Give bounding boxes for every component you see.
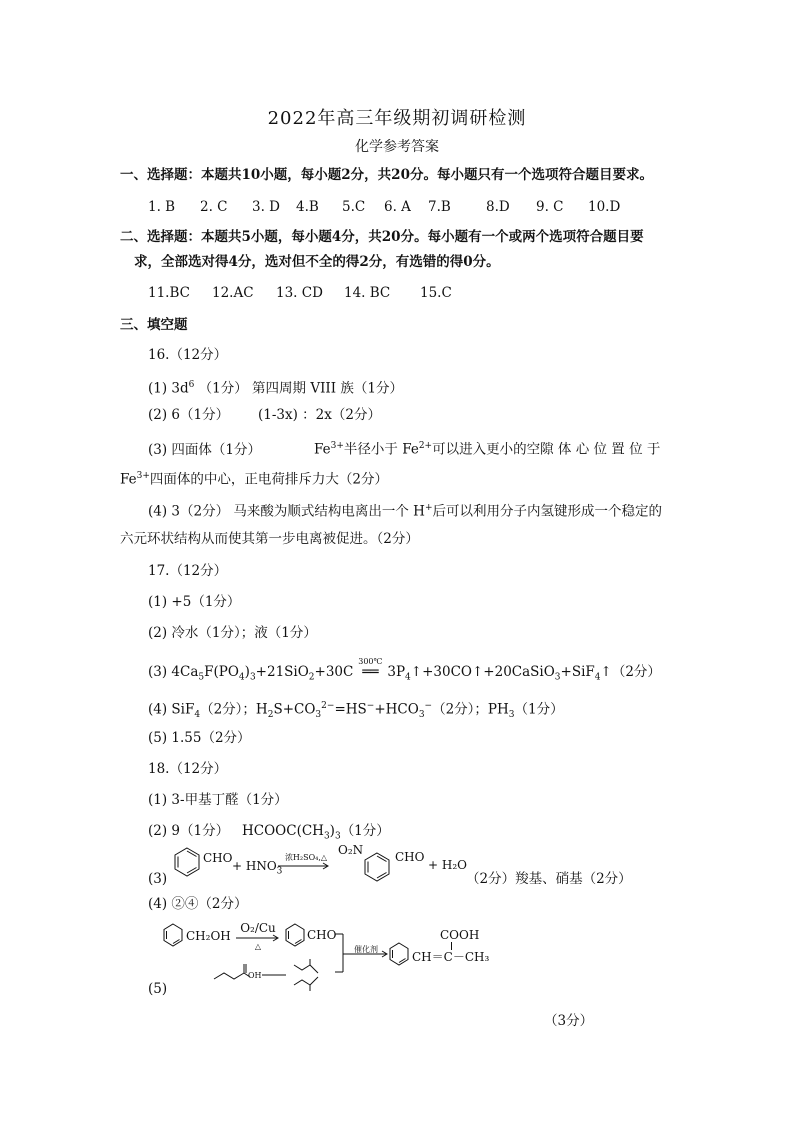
reaction-condition: 300℃ — [358, 657, 383, 666]
q17-part5: (5) 1.55（2分） — [148, 730, 251, 746]
q18-header: 18.（12分） — [148, 761, 228, 777]
section2-heading-line2: 求，全部选对得4分，选对但不全的得2分，有选错的得0分。 — [134, 254, 500, 270]
q18-p5-ch2oh: CH₂OH — [186, 929, 231, 943]
reaction-arrow-icon — [278, 862, 332, 870]
answer-11: 11.BC — [148, 285, 190, 301]
q18-p3-no2: O₂N — [338, 843, 364, 857]
q18-p3-water: + H₂O — [428, 858, 467, 872]
answer-12: 12.AC — [212, 285, 254, 301]
section1-answers — [148, 198, 628, 216]
answer-14: 14. BC — [344, 285, 391, 301]
q18-p5-condition1: O₂/Cu — [240, 921, 276, 935]
section1-heading: 一、选择题：本题共10小题，每小题2分，共20分。每小题只有一个选项符合题目要求。 — [120, 167, 653, 183]
benzaldehyde-ring-icon — [282, 922, 308, 948]
answer-2: 2. C — [200, 199, 228, 215]
section3-heading: 三、填空题 — [120, 317, 188, 333]
q18-p5-cooh: COOH — [440, 928, 480, 942]
section2-heading-line1: 二、选择题：本题共5小题，每小题4分，共20分。每小题有一个或两个选项符合题目要 — [120, 229, 644, 245]
q18-p5-product: CH＝C－CH₃ — [412, 950, 490, 964]
q16-part3-line2: $Fe^{3+}$四面体的中心，正电荷排斥力大（2分） — [120, 471, 388, 488]
q18-part4: (4) ②④（2分） — [148, 896, 248, 912]
q18-part1: (1) 3-甲基丁醛（1分） — [148, 792, 288, 808]
answer-3: 3. D — [252, 199, 280, 215]
q16-part3-line1: (3) 四面体（1分） $Fe^{3+}$半径小于 $Fe^{2+}$可以进入更小的空隙 体 心 位 置 位 于 — [148, 441, 661, 458]
q18-part3-label: (3) — [148, 871, 168, 887]
answer-13: 13. CD — [276, 285, 323, 301]
answer-4: 4.B — [296, 199, 319, 215]
answer-8: 8.D — [486, 199, 510, 215]
section2-answers — [148, 284, 460, 302]
route-arrow-1-icon — [236, 934, 282, 942]
benzyl-ring-icon — [160, 922, 186, 948]
q16-part4-line2: 六元环状结构从而使其第一步电离被促进。（2分） — [120, 531, 419, 547]
q17-part2: (2) 冷水（1分）；液（1分） — [148, 625, 317, 641]
q18-p5-catalyst: 催化剂 — [354, 945, 378, 954]
q18-p3-hno3: + $HNO_3$ — [232, 859, 283, 877]
answer-5: 5.C — [342, 199, 366, 215]
answer-15: 15.C — [420, 285, 452, 301]
q18-p3-condition: 浓H₂SO₄,△ — [284, 853, 328, 862]
answer-7: 7.B — [428, 199, 451, 215]
product-ring-icon — [386, 941, 412, 967]
q16-part1: (1) $3d^6$ （1分） 第四周期 VIII 族（1分） — [148, 380, 403, 397]
q18-part3-score: （2分）羧基、硝基（2分） — [466, 871, 632, 887]
q18-p5-cho: CHO — [307, 928, 337, 942]
q18-part2: (2) 9（1分） $HCOOC(CH_3)_3(1$分） — [148, 823, 390, 842]
q18-part5-label: (5) — [148, 981, 168, 997]
q18-p5-oh: OH — [248, 971, 262, 980]
q16-part2: (2) 6（1分） (1-3x) ：2x（2分） — [148, 407, 381, 423]
nitrobenzene-ring-icon — [360, 850, 394, 884]
q17-part3-equation: (3) $4Ca_5F(PO_4)_3+21SiO_2+30C$ 300℃ ══ $3P_4↑+30CO↑+20CaSiO_3+SiF_4↑(2$分） — [148, 663, 661, 687]
q17-part4: (4) SiF$_4$（2分）；$H_2S+CO_3^{2-}=HS^-+HCO_3^-(2$分）；$PH_3(1$分） — [148, 701, 564, 721]
q17-header: 17.（12分） — [148, 563, 228, 579]
answer-1: 1. B — [148, 199, 176, 215]
q18-part5-score: （3分） — [544, 1013, 594, 1029]
q18-p3-cho: CHO — [203, 851, 233, 865]
page-subtitle: 化学参考答案 — [355, 139, 439, 155]
answer-6: 6. A — [384, 199, 411, 215]
q16-header: 16.（12分） — [148, 347, 228, 363]
page-title: 2022年高三年级期初调研检测 — [267, 108, 527, 129]
answer-10: 10.D — [588, 199, 621, 215]
answer-9: 9. C — [536, 199, 564, 215]
anhydride-skeleton-icon — [210, 955, 340, 995]
q18-p5-heat: △ — [254, 942, 262, 951]
q17-part1: (1) +5（1分） — [148, 594, 241, 610]
q18-p3-cho2: CHO — [395, 850, 425, 864]
benzene-ring-icon — [170, 845, 204, 879]
q16-part4-line1: (4) 3（2分） 马来酸为顺式结构电离出一个 H+后可以利用分子内氢键形成一个稳定的 — [148, 503, 662, 520]
